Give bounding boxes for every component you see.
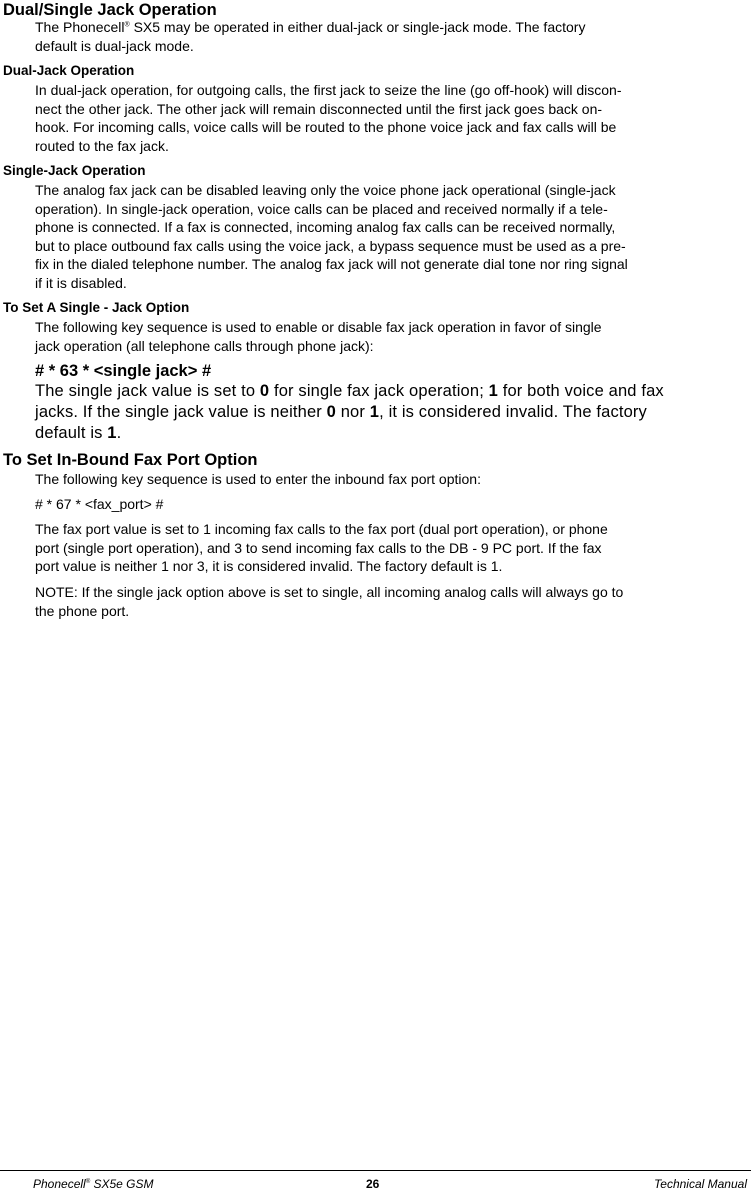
- intro-brand: The Phonecell: [35, 19, 125, 35]
- footer-product-name: [33, 1176, 154, 1192]
- paragraph-line: routed to the fax jack.: [35, 137, 169, 154]
- desc-text: for both voice and fax: [498, 382, 664, 400]
- paragraph-line: port (single port operation), and 3 to send incoming fax calls to the DB - 9 PC port. If the fax: [35, 539, 602, 556]
- desc-text: nor: [336, 402, 370, 421]
- set-fax-port-heading: To Set In-Bound Fax Port Option: [3, 451, 258, 469]
- paragraph-line: if it is disabled.: [35, 274, 127, 291]
- single-jack-heading: Single-Jack Operation: [3, 163, 146, 178]
- single-jack-key-sequence: # * 63 * <single jack> #: [35, 362, 212, 380]
- paragraph-line: NOTE: If the single jack option above is set to single, all incoming analog calls will always go to: [35, 584, 624, 600]
- footer-model: SX5e GSM: [90, 1177, 154, 1191]
- paragraph-line: In dual-jack operation, for outgoing calls, the first jack to seize the line (go off-hook) will discon-: [35, 82, 622, 98]
- desc-value: 1: [107, 423, 117, 442]
- paragraph-line: nect the other jack. The other jack will remain disconnected until the first jack goes back on-: [35, 100, 603, 117]
- paragraph-line: The analog fax jack can be disabled leaving only the voice phone jack operational (single-jack: [35, 182, 616, 198]
- set-fax-port-intro: The following key sequence is used to enter the inbound fax port option:: [35, 471, 481, 487]
- single-jack-paragraph: [35, 181, 747, 292]
- paragraph-line: port value is neither 1 nor 3, it is considered invalid. The factory default is 1.: [35, 558, 503, 574]
- paragraph-line: operation). In single-jack operation, voice calls can be placed and received normally if a tele-: [35, 200, 608, 217]
- footer-divider: [0, 1170, 751, 1171]
- desc-text: jacks. If the single jack value is neither: [35, 402, 327, 421]
- intro-text-1: SX5 may be operated in either dual-jack or single-jack mode. The factory: [129, 19, 586, 35]
- fax-port-key-sequence: # * 67 * <fax_port> #: [35, 496, 164, 512]
- single-jack-value-description: [35, 381, 747, 443]
- paragraph-line: phone is connected. If a fax is connected, incoming analog fax calls can be received normally,: [35, 219, 616, 235]
- desc-value: 0: [259, 382, 270, 400]
- footer-manual-title: Technical Manual: [654, 1177, 747, 1191]
- section-title: Dual/Single Jack Operation: [3, 1, 217, 19]
- note-paragraph: [35, 583, 747, 620]
- intro-text-2: default is dual-jack mode.: [35, 37, 194, 54]
- desc-value: 1: [369, 402, 380, 421]
- registered-mark: ®: [124, 21, 130, 29]
- desc-value: 1: [488, 382, 498, 400]
- paragraph-line: fix in the dialed telephone number. The analog fax jack will not generate dial tone nor ring signal: [35, 256, 628, 272]
- desc-text: .: [116, 423, 122, 442]
- dual-jack-heading: Dual-Jack Operation: [3, 63, 135, 78]
- registered-mark: ®: [85, 1179, 91, 1185]
- desc-text: The single jack value is set to: [35, 382, 260, 400]
- intro-paragraph: [35, 18, 747, 55]
- set-single-jack-paragraph: [35, 318, 747, 355]
- desc-text: default is: [35, 423, 108, 442]
- paragraph-line: jack operation (all telephone calls through phone jack):: [35, 337, 374, 354]
- dual-jack-paragraph: [35, 81, 747, 155]
- set-single-jack-heading: To Set A Single - Jack Option: [3, 300, 190, 315]
- footer-brand: Phonecell: [33, 1177, 86, 1191]
- fax-port-value-description: [35, 520, 747, 576]
- paragraph-line: hook. For incoming calls, voice calls will be routed to the phone voice jack and fax calls will be: [35, 119, 617, 135]
- desc-text: , it is considered invalid. The factory: [379, 402, 647, 421]
- paragraph-line: the phone port.: [35, 602, 130, 619]
- desc-value: 0: [326, 402, 336, 421]
- paragraph-line: The following key sequence is used to enable or disable fax jack operation in favor of single: [35, 319, 602, 335]
- page-number: 26: [366, 1177, 380, 1191]
- desc-text: for single fax jack operation;: [269, 382, 489, 400]
- paragraph-line: The fax port value is set to 1 incoming fax calls to the fax port (dual port operation), or phone: [35, 521, 608, 537]
- paragraph-line: but to place outbound fax calls using the voice jack, a bypass sequence must be used as a pre-: [35, 237, 626, 254]
